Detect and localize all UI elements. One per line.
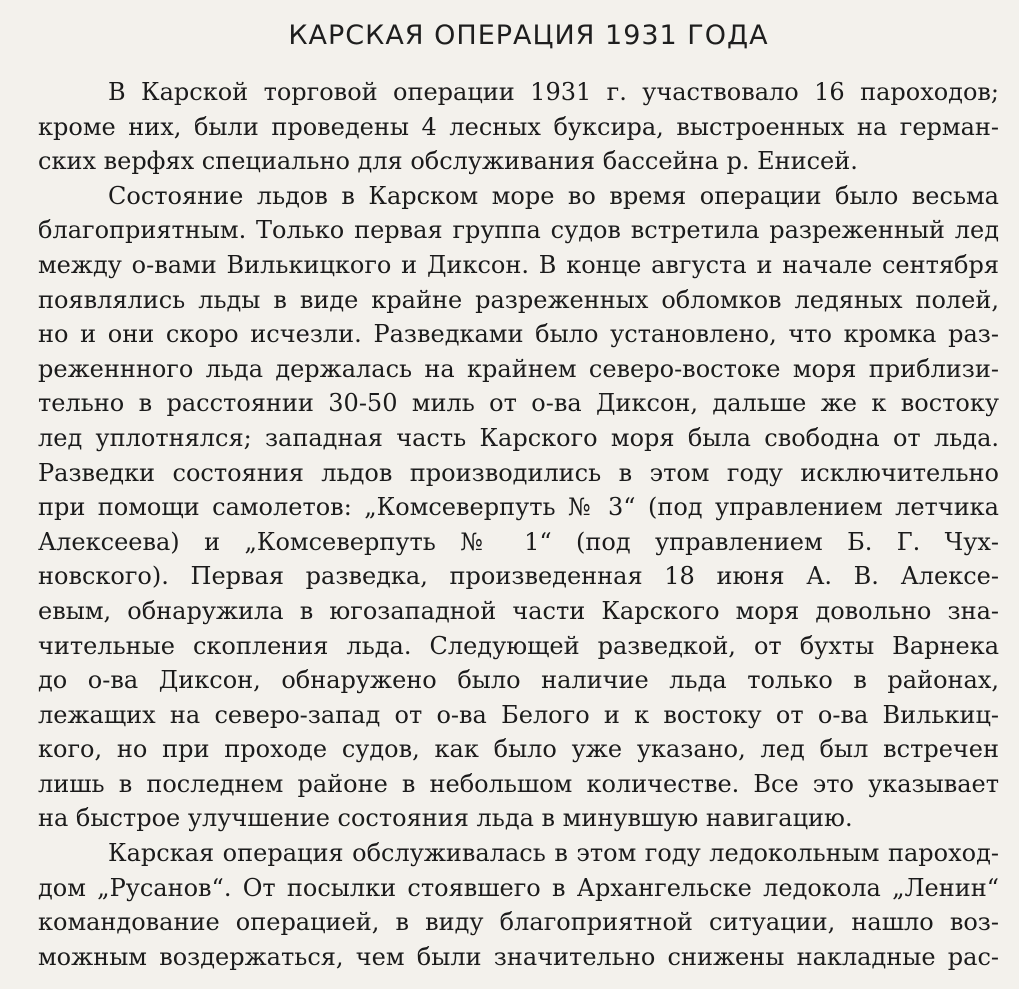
text-line: кого, но при проходе судов, как было уже указано, лед был встречен [38, 735, 999, 764]
text-line: кроме них, были проведены 4 лесных буксира, выстроенных на герман- [38, 112, 999, 141]
text-line: Состояние льдов в Карском море во время операции было весьма [108, 181, 999, 210]
text-line: можным воздержаться, чем были значительно снижены накладные рас- [38, 942, 999, 971]
text-line: тельно в расстоянии 30-50 миль от о-ва Диксон, дальше же к востоку [38, 389, 999, 418]
text-line: ских верфях специально для обслуживания бассейна р. Енисей. [38, 147, 858, 176]
text-line: между о-вами Вилькицкого и Диксон. В конце августа и начале сентября [38, 250, 999, 279]
paragraph-1 [38, 75, 999, 179]
text-line: новского). Первая разведка, произведенная 18 июня А. В. Алексе- [38, 562, 999, 591]
text-line: лед уплотнялся; западная часть Карского моря была свободна от льда. [38, 423, 999, 452]
text-line: на быстрое улучшение состояния льда в минувшую навигацию. [38, 804, 853, 833]
text-line: но и они скоро исчезли. Разведками было установлено, что кромка раз- [38, 320, 999, 349]
text-line: евым, обнаружила в югозападной части Карского моря довольно зна- [38, 596, 999, 625]
page-title: КАРСКАЯ ОПЕРАЦИЯ 1931 ГОДА [288, 20, 769, 51]
text-line: Алексеева) и „Комсеверпуть № 1“ (под управлением Б. Г. Чух- [38, 527, 999, 556]
text-line: при помощи самолетов: „Комсеверпуть № 3“ (под управлением летчика [38, 493, 999, 522]
text-line: до о-ва Диксон, обнаружено было наличие льда только в районах, [38, 666, 999, 695]
text-line: лежащих на северо-запад от о-ва Белого и к востоку от о-ва Вилькиц- [38, 700, 999, 729]
text-line: Карская операция обслуживалась в этом году ледокольным пароход- [108, 839, 999, 868]
paragraph-2 [38, 179, 999, 836]
text-line: благоприятным. Только первая группа судов встретила разреженный лед [38, 216, 999, 245]
text-line: лишь в последнем районе в небольшом количестве. Все это указывает [38, 769, 999, 798]
text-line: дом „Русанов“. От посылки стоявшего в Архангельске ледокола „Ленин“ [38, 873, 999, 902]
text-line: реженнного льда держалась на крайнем северо-востоке моря приблизи- [38, 354, 999, 383]
text-line: командование операцией, в виду благоприятной ситуации, нашло воз- [38, 908, 999, 937]
text-line: Разведки состояния льдов производились в этом году исключительно [38, 458, 999, 487]
text-line: чительные скопления льда. Следующей разведкой, от бухты Варнека [38, 631, 999, 660]
paragraph-3 [38, 836, 999, 974]
text-line: В Карской торговой операции 1931 г. участвовало 16 пароходов; [108, 78, 999, 106]
text-line: появлялись льды в виде крайне разреженных обломков ледяных полей, [38, 285, 999, 314]
